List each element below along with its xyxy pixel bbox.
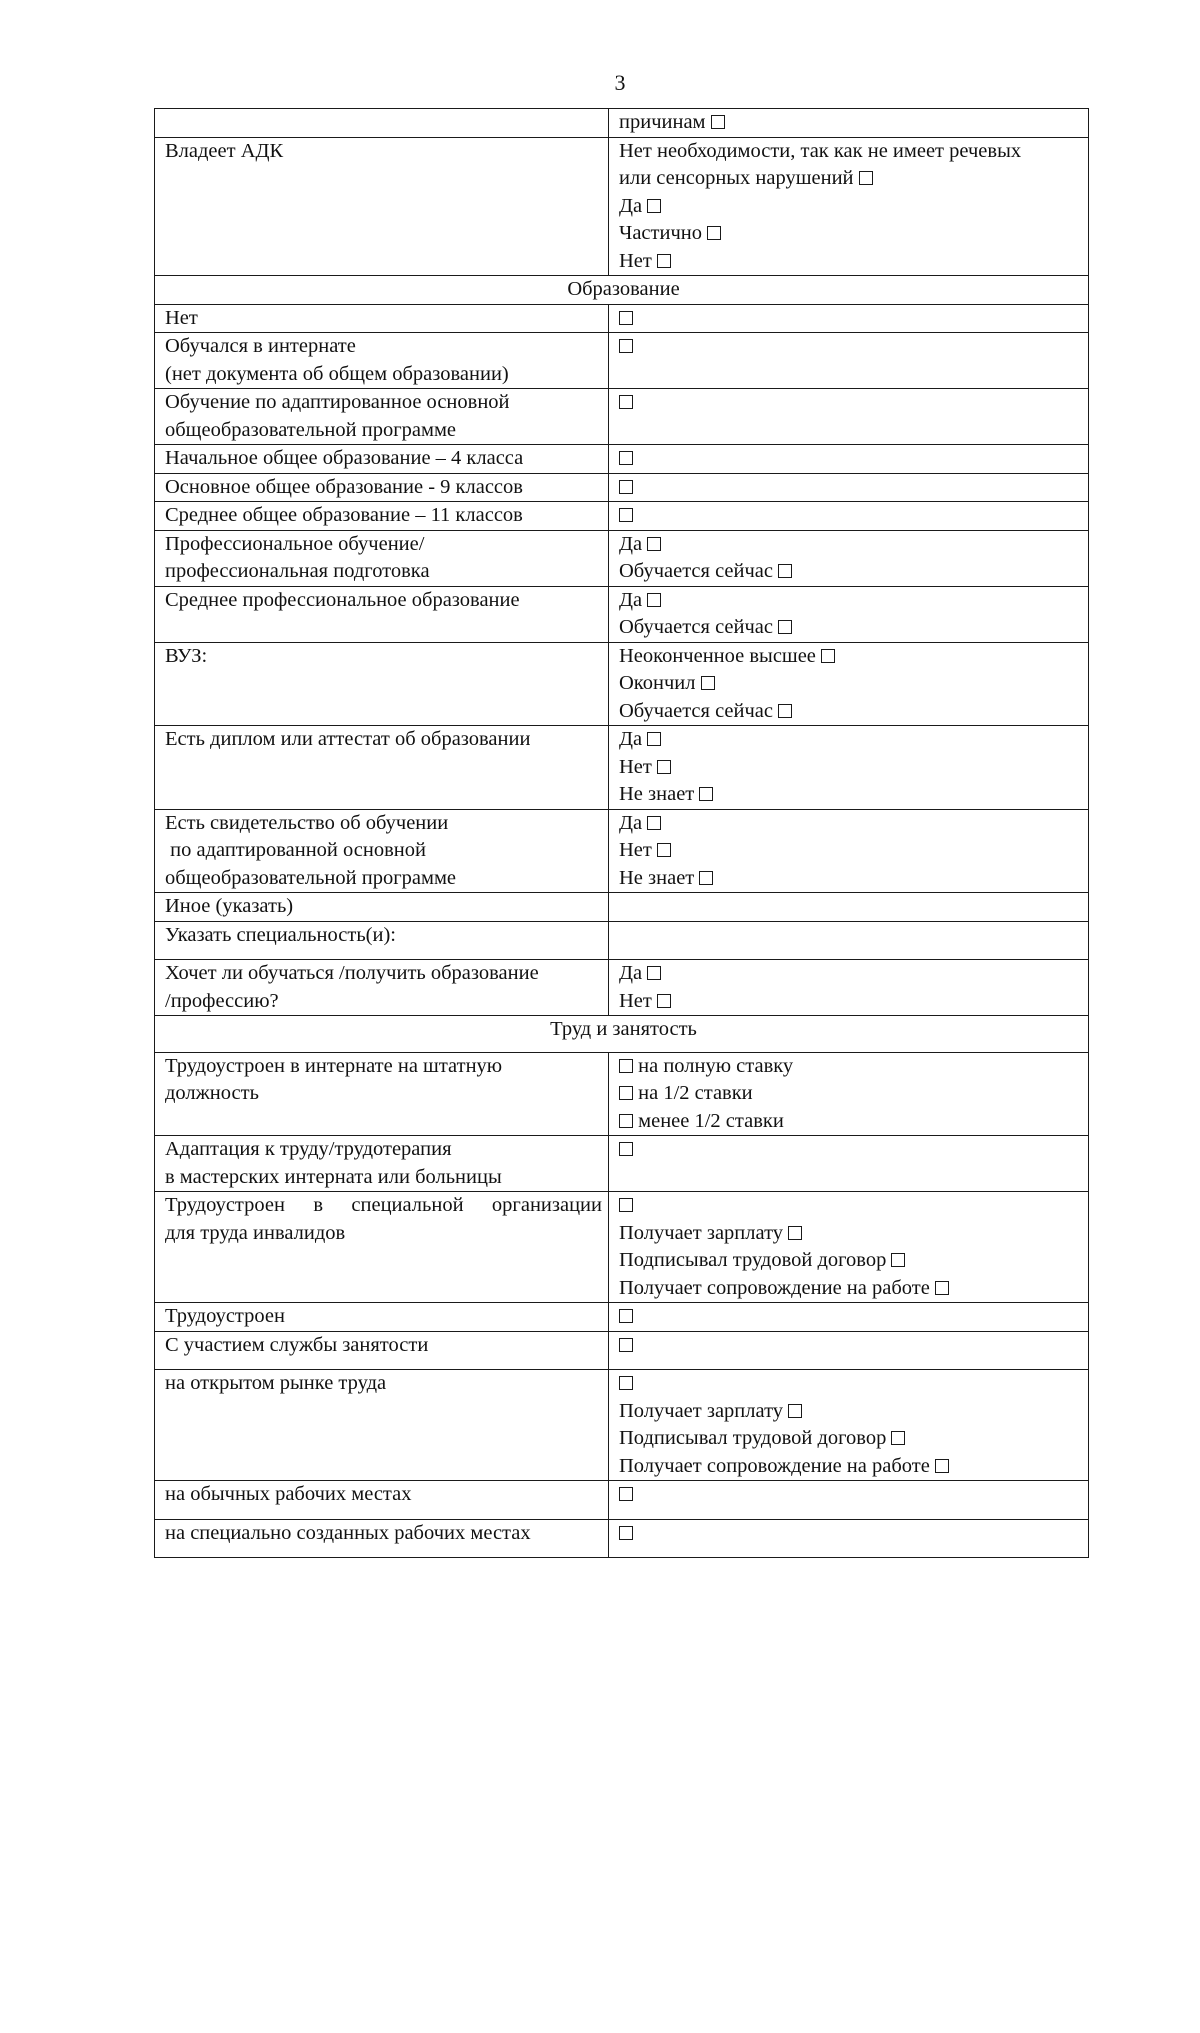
question-label-line: общеобразовательной программе: [165, 866, 457, 889]
table-row: [155, 893, 1089, 922]
table-row: [155, 304, 1089, 333]
answer-option[interactable]: [619, 1080, 1082, 1108]
answer-cell: [609, 304, 1089, 333]
answer-option[interactable]: [619, 1275, 1082, 1303]
question-label-line: Среднее общее образование – 11 классов: [165, 504, 523, 526]
answer-cell: [609, 473, 1089, 502]
answer-option[interactable]: [619, 1136, 1082, 1164]
option-label: Да: [619, 194, 643, 217]
question-cell: [155, 333, 609, 389]
checkbox[interactable]: [699, 871, 713, 885]
checkbox[interactable]: [891, 1431, 905, 1445]
answer-option[interactable]: [619, 445, 1082, 473]
question-label-line: Нет: [165, 306, 198, 329]
table-row: [155, 1052, 1089, 1136]
question-label-line: Иное (указать): [165, 895, 294, 917]
question-label-line: Адаптация к труду/трудотерапия: [165, 1138, 452, 1160]
answer-option[interactable]: [619, 1303, 1082, 1331]
table-row: [155, 473, 1089, 502]
table-row: [155, 1370, 1089, 1481]
question-label-line: Трудоустроен: [165, 1305, 285, 1327]
checkbox[interactable]: [891, 1253, 905, 1267]
answer-cell: [609, 530, 1089, 586]
question-cell: [155, 1519, 609, 1558]
checkbox[interactable]: [711, 115, 725, 129]
answer-option[interactable]: [619, 474, 1082, 502]
question-cell: [155, 304, 609, 333]
answer-option[interactable]: [619, 502, 1082, 530]
checkbox[interactable]: [657, 994, 671, 1008]
question-label-line: Среднее профессиональное образование: [165, 588, 520, 611]
answer-option[interactable]: [619, 333, 1082, 361]
answer-option[interactable]: [619, 1247, 1082, 1275]
option-label: Нет: [619, 249, 652, 272]
question-label-line: в мастерских интерната или больницы: [165, 1165, 502, 1188]
checkbox[interactable]: [619, 395, 633, 409]
option-label: Получает сопровождение на работе: [619, 1276, 930, 1299]
question-label-line: по адаптированной основной: [165, 839, 426, 861]
answer-option[interactable]: [619, 960, 1082, 988]
question-cell: [155, 502, 609, 531]
question-label-line: Есть диплом или аттестат об образовании: [165, 728, 531, 750]
answer-option[interactable]: [619, 1220, 1082, 1248]
answer-option[interactable]: [619, 165, 1082, 193]
checkbox[interactable]: [647, 966, 661, 980]
table-row: [155, 502, 1089, 531]
checkbox[interactable]: [619, 1142, 633, 1156]
question-cell: [155, 1136, 609, 1192]
checkbox[interactable]: [619, 1059, 633, 1073]
option-label: Обучается сейчас: [619, 616, 774, 638]
checkbox[interactable]: [788, 1404, 802, 1418]
table-row: [155, 1519, 1089, 1558]
answer-option[interactable]: [619, 220, 1082, 248]
question-label-line: Указать специальность(и):: [165, 923, 396, 946]
checkbox[interactable]: [619, 1338, 633, 1352]
questionnaire-body: [155, 109, 1089, 1558]
answer-option[interactable]: [619, 1370, 1082, 1398]
answer-cell: [609, 502, 1089, 531]
answer-option[interactable]: [619, 1192, 1082, 1220]
answer-cell: [609, 1192, 1089, 1303]
checkbox[interactable]: [707, 226, 721, 240]
answer-option[interactable]: [619, 614, 1082, 642]
answer-option[interactable]: [619, 810, 1082, 838]
checkbox[interactable]: [778, 620, 792, 634]
answer-option[interactable]: [619, 1053, 1082, 1081]
answer-cell: [609, 1370, 1089, 1481]
answer-option[interactable]: [619, 1453, 1082, 1481]
table-row: [155, 1192, 1089, 1303]
option-label: Подписывал трудовой договор: [619, 1249, 887, 1271]
table-row: [155, 726, 1089, 810]
questionnaire-table: [154, 108, 1089, 1558]
table-row: [155, 109, 1089, 138]
option-label: Не знает: [619, 783, 695, 805]
section-row: [155, 276, 1089, 305]
question-cell: [155, 960, 609, 1016]
question-cell: [155, 893, 609, 922]
answer-cell: [609, 1519, 1089, 1558]
question-label-line: С участием службы занятости: [165, 1333, 429, 1356]
option-label: Неоконченное высшее: [619, 644, 816, 667]
question-cell: [155, 1331, 609, 1370]
checkbox[interactable]: [647, 816, 661, 830]
answer-cell: [609, 137, 1089, 276]
checkbox[interactable]: [619, 1198, 633, 1212]
question-label-line: Хочет ли обучаться /получить образование: [165, 962, 539, 984]
option-label: Да: [619, 728, 643, 750]
checkbox[interactable]: [647, 593, 661, 607]
table-row: [155, 1481, 1089, 1520]
answer-option[interactable]: [619, 1398, 1082, 1426]
answer-cell: [609, 389, 1089, 445]
option-label: или сенсорных нарушений: [619, 167, 854, 189]
section-heading: Труд и занятость: [155, 1016, 1089, 1053]
option-label: Частично: [619, 222, 702, 244]
option-label: Получает зарплату: [619, 1221, 784, 1244]
answer-cell: [609, 109, 1089, 138]
answer-cell: [609, 445, 1089, 474]
table-row: [155, 1331, 1089, 1370]
answer-option[interactable]: [619, 1425, 1082, 1453]
answer-option[interactable]: [619, 1108, 1082, 1136]
table-row: [155, 137, 1089, 276]
question-label-line: профессиональная подготовка: [165, 560, 430, 582]
question-label-line: Профессиональное обучение/: [165, 532, 425, 555]
question-label-line: Есть свидетельство об обучении: [165, 811, 449, 834]
answer-cell: [609, 333, 1089, 389]
option-label: Нет необходимости, так как не имеет речевых: [619, 139, 1022, 162]
answer-cell: [609, 1136, 1089, 1192]
question-cell: [155, 586, 609, 642]
answer-cell: [609, 921, 1089, 960]
checkbox[interactable]: [657, 760, 671, 774]
checkbox[interactable]: [699, 787, 713, 801]
checkbox[interactable]: [821, 649, 835, 663]
option-label: на полную ставку: [638, 1054, 794, 1077]
question-cell: [155, 642, 609, 726]
option-label: на 1/2 ставки: [638, 1082, 753, 1104]
answer-cell: [609, 726, 1089, 810]
answer-option[interactable]: [619, 193, 1082, 221]
question-cell: [155, 389, 609, 445]
question-cell: [155, 1370, 609, 1481]
question-cell: [155, 445, 609, 474]
checkbox[interactable]: [619, 1086, 633, 1100]
question-label-line: Трудоустроен в интернате на штатную: [165, 1054, 503, 1077]
answer-cell: [609, 586, 1089, 642]
answer-option[interactable]: [619, 389, 1082, 417]
table-row: [155, 333, 1089, 389]
question-cell: [155, 109, 609, 138]
question-label-line: /профессию?: [165, 989, 279, 1012]
checkbox[interactable]: [619, 339, 633, 353]
option-label: причинам: [619, 111, 706, 133]
question-label-line: общеобразовательной программе: [165, 418, 457, 441]
question-label-line: Трудоустроен в специальной организации: [165, 1194, 602, 1216]
option-label: Да: [619, 588, 643, 611]
question-cell: [155, 473, 609, 502]
question-label-line: Владеет АДК: [165, 139, 284, 162]
answer-option[interactable]: [619, 643, 1082, 671]
option-label: Обучается сейчас: [619, 699, 774, 722]
section-heading: Образование: [155, 276, 1089, 305]
question-label-line: Основное общее образование - 9 классов: [165, 475, 523, 498]
checkbox[interactable]: [935, 1459, 949, 1473]
checkbox[interactable]: [935, 1281, 949, 1295]
question-cell: [155, 1192, 609, 1303]
answer-option[interactable]: [619, 1332, 1082, 1360]
question-cell: [155, 1303, 609, 1332]
option-label: Получает сопровождение на работе: [619, 1454, 930, 1477]
checkbox[interactable]: [619, 1114, 633, 1128]
checkbox[interactable]: [788, 1226, 802, 1240]
checkbox[interactable]: [657, 843, 671, 857]
checkbox[interactable]: [619, 451, 633, 465]
answer-option[interactable]: [619, 531, 1082, 559]
question-cell: [155, 530, 609, 586]
table-row: [155, 445, 1089, 474]
option-label: Получает зарплату: [619, 1399, 784, 1422]
checkbox[interactable]: [619, 480, 633, 494]
answer-option[interactable]: [619, 698, 1082, 726]
checkbox[interactable]: [647, 199, 661, 213]
answer-option[interactable]: [619, 670, 1082, 698]
option-label: Да: [619, 811, 643, 834]
answer-option[interactable]: [619, 988, 1082, 1016]
table-row: [155, 960, 1089, 1016]
checkbox[interactable]: [647, 732, 661, 746]
checkbox[interactable]: [619, 1376, 633, 1390]
answer-option[interactable]: [619, 754, 1082, 782]
table-row: [155, 642, 1089, 726]
question-cell: [155, 809, 609, 893]
checkbox[interactable]: [657, 254, 671, 268]
answer-cell: [609, 1481, 1089, 1520]
checkbox[interactable]: [619, 1309, 633, 1323]
question-label-line: ВУЗ:: [165, 644, 208, 667]
answer-option[interactable]: [619, 587, 1082, 615]
answer-cell: [609, 809, 1089, 893]
checkbox[interactable]: [619, 1487, 633, 1501]
answer-option[interactable]: [619, 726, 1082, 754]
question-cell: [155, 1052, 609, 1136]
question-cell: [155, 726, 609, 810]
answer-cell: [609, 1331, 1089, 1370]
checkbox[interactable]: [619, 311, 633, 325]
question-label-line: Начальное общее образование – 4 класса: [165, 447, 524, 469]
question-label-line: должность: [165, 1082, 259, 1104]
question-cell: [155, 137, 609, 276]
answer-option[interactable]: [619, 558, 1082, 586]
question-label-line: (нет документа об общем образовании): [165, 362, 509, 385]
checkbox[interactable]: [778, 564, 792, 578]
answer-cell: [609, 1303, 1089, 1332]
question-label-line: на обычных рабочих местах: [165, 1483, 412, 1505]
checkbox[interactable]: [859, 171, 873, 185]
question-cell: [155, 1481, 609, 1520]
option-label: Не знает: [619, 866, 695, 889]
answer-option[interactable]: [619, 781, 1082, 809]
question-label-line: на специально созданных рабочих местах: [165, 1521, 531, 1544]
table-row: [155, 389, 1089, 445]
checkbox[interactable]: [647, 537, 661, 551]
question-label-line: на открытом рынке труда: [165, 1372, 387, 1394]
answer-option[interactable]: [619, 248, 1082, 276]
answer-cell: [609, 893, 1089, 922]
option-label: Обучается сейчас: [619, 560, 774, 582]
table-row: [155, 1303, 1089, 1332]
answer-cell: [609, 960, 1089, 1016]
option-label: менее 1/2 ставки: [638, 1109, 784, 1132]
answer-option[interactable]: [619, 1520, 1082, 1548]
option-label: Окончил: [619, 672, 696, 694]
question-label-line: Обучение по адаптированное основной: [165, 391, 510, 413]
table-row: [155, 586, 1089, 642]
answer-option[interactable]: [619, 109, 1082, 137]
answer-option[interactable]: [619, 837, 1082, 865]
option-label: Нет: [619, 839, 652, 861]
option-label: Да: [619, 532, 643, 555]
question-cell: [155, 921, 609, 960]
option-label: Нет: [619, 989, 652, 1012]
option-label: Да: [619, 962, 643, 984]
question-label-line: для труда инвалидов: [165, 1221, 346, 1244]
answer-option[interactable]: [619, 1481, 1082, 1509]
answer-option[interactable]: [619, 305, 1082, 333]
answer-option[interactable]: [619, 138, 1082, 166]
table-row: [155, 921, 1089, 960]
checkbox[interactable]: [619, 1526, 633, 1540]
checkbox[interactable]: [778, 704, 792, 718]
option-label: Подписывал трудовой договор: [619, 1427, 887, 1449]
answer-option[interactable]: [619, 865, 1082, 893]
page-number: 3: [614, 70, 626, 95]
table-row: [155, 530, 1089, 586]
option-label: Нет: [619, 755, 652, 778]
checkbox[interactable]: [701, 676, 715, 690]
answer-cell: [609, 642, 1089, 726]
question-label-line: Обучался в интернате: [165, 335, 356, 357]
table-row: [155, 1136, 1089, 1192]
table-row: [155, 809, 1089, 893]
section-row: [155, 1016, 1089, 1053]
checkbox[interactable]: [619, 508, 633, 522]
answer-cell: [609, 1052, 1089, 1136]
